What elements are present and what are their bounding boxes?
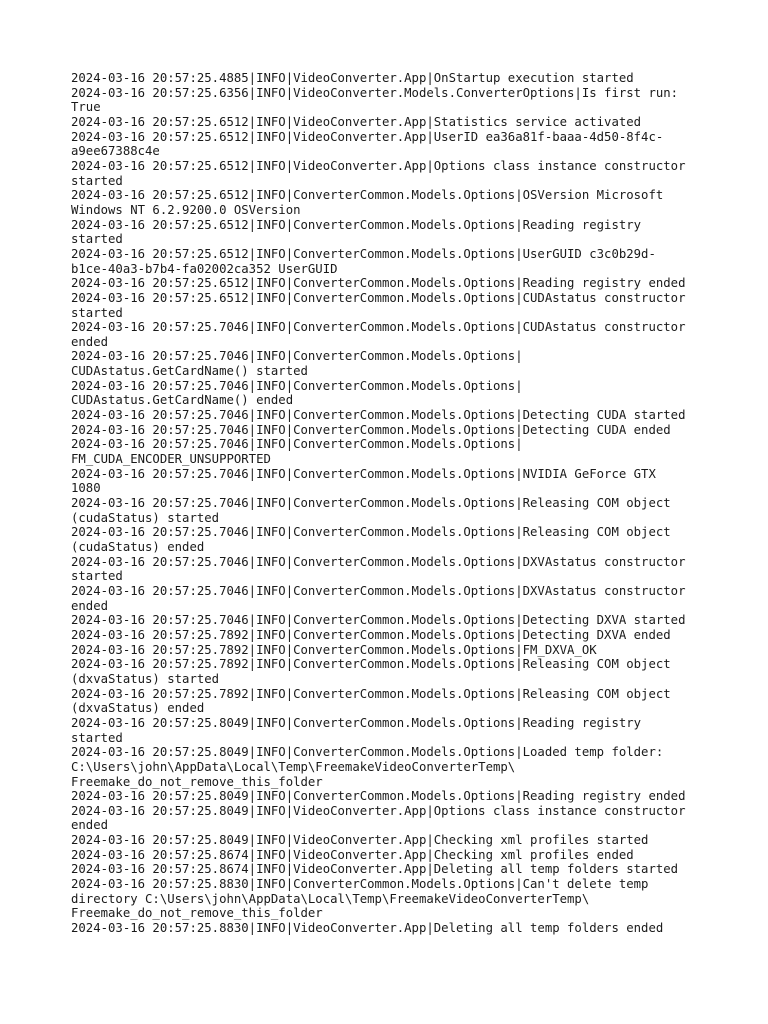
log-line: 2024-03-16 20:57:25.7892|INFO|ConverterCommon.Models.Options|Detecting DXVA ended <box>71 627 671 642</box>
log-line: (dxvaStatus) started <box>71 671 220 686</box>
log-line: Windows NT 6.2.9200.0 OSVersion <box>71 202 301 217</box>
log-line: a9ee67388c4e <box>71 144 160 159</box>
log-line: 2024-03-16 20:57:25.7046|INFO|ConverterCommon.Models.Options|DXVAstatus constructor <box>71 554 686 569</box>
log-line: 2024-03-16 20:57:25.8049|INFO|ConverterCommon.Models.Options|Reading registry ended <box>71 789 686 804</box>
log-line: directory C:\Users\john\AppData\Local\Temp\FreemakeVideoConverterTemp\ <box>71 891 590 906</box>
log-line: Freemake_do_not_remove_this_folder <box>71 774 323 789</box>
log-line: started <box>71 730 123 745</box>
log-line: FM_CUDA_ENCODER_UNSUPPORTED <box>71 452 271 467</box>
log-line: started <box>71 232 123 247</box>
log-line: started <box>71 173 123 188</box>
log-line: ended <box>71 598 109 613</box>
log-line: 2024-03-16 20:57:25.7892|INFO|ConverterCommon.Models.Options|Releasing COM object <box>71 686 671 701</box>
log-line: 2024-03-16 20:57:25.7046|INFO|ConverterCommon.Models.Options|Detecting DXVA started <box>71 613 686 628</box>
log-line: 2024-03-16 20:57:25.6512|INFO|ConverterCommon.Models.Options|CUDAstatus constructor <box>71 290 686 305</box>
log-line: (dxvaStatus) ended <box>71 701 205 716</box>
log-line: 2024-03-16 20:57:25.7046|INFO|ConverterCommon.Models.Options| <box>71 378 523 393</box>
log-line: (cudaStatus) ended <box>71 540 205 554</box>
log-line: b1ce-40a3-b7b4-fa02002ca352 UserGUID <box>71 261 338 276</box>
log-line: 2024-03-16 20:57:25.7046|INFO|ConverterCommon.Models.Options|DXVAstatus constructor <box>71 583 686 598</box>
log-line: 2024-03-16 20:57:25.6512|INFO|VideoConverter.App|Options class instance constructor <box>71 158 686 173</box>
log-line: 2024-03-16 20:57:25.4885|INFO|VideoConverter.App|OnStartup execution started <box>71 71 634 85</box>
log-line: 2024-03-16 20:57:25.7046|INFO|ConverterCommon.Models.Options|Detecting CUDA started <box>71 408 686 423</box>
log-line: 2024-03-16 20:57:25.6512|INFO|ConverterCommon.Models.Options|UserGUID c3c0b29d- <box>71 246 656 261</box>
log-line: True <box>71 100 101 115</box>
log-line: 2024-03-16 20:57:25.7046|INFO|ConverterCommon.Models.Options|NVIDIA GeForce GTX <box>71 466 656 481</box>
log-line: 2024-03-16 20:57:25.7046|INFO|ConverterCommon.Models.Options| <box>71 349 523 364</box>
log-line: 2024-03-16 20:57:25.8830|INFO|VideoConverter.App|Deleting all temp folders ended <box>71 921 664 936</box>
log-line: 1080 <box>71 481 101 496</box>
log-text-body <box>71 71 711 936</box>
log-line: 2024-03-16 20:57:25.7046|INFO|ConverterCommon.Models.Options|Detecting CUDA ended <box>71 422 671 437</box>
log-line: 2024-03-16 20:57:25.7892|INFO|ConverterCommon.Models.Options|FM_DXVA_OK <box>71 642 597 657</box>
log-line: 2024-03-16 20:57:25.6512|INFO|ConverterCommon.Models.Options|OSVersion Microsoft <box>71 188 664 203</box>
log-line: 2024-03-16 20:57:25.8049|INFO|ConverterCommon.Models.Options|Reading registry <box>71 715 642 730</box>
log-line: 2024-03-16 20:57:25.7892|INFO|ConverterCommon.Models.Options|Releasing COM object <box>71 657 671 672</box>
log-line: 2024-03-16 20:57:25.8049|INFO|VideoConverter.App|Checking xml profiles started <box>71 833 649 848</box>
log-line: CUDAstatus.GetCardName() ended <box>71 393 294 408</box>
log-line: started <box>71 569 123 584</box>
log-line: Freemake_do_not_remove_this_folder <box>71 906 323 921</box>
log-line: 2024-03-16 20:57:25.8674|INFO|VideoConverter.App|Deleting all temp folders started <box>71 862 679 877</box>
log-line: 2024-03-16 20:57:25.8049|INFO|VideoConverter.App|Options class instance constructor <box>71 803 686 818</box>
log-line: 2024-03-16 20:57:25.7046|INFO|ConverterCommon.Models.Options|Releasing COM object <box>71 525 671 540</box>
log-line: 2024-03-16 20:57:25.7046|INFO|ConverterCommon.Models.Options|Releasing COM object <box>71 496 671 511</box>
log-line: 2024-03-16 20:57:25.8830|INFO|ConverterCommon.Models.Options|Can't delete temp <box>71 877 649 892</box>
log-line: 2024-03-16 20:57:25.6512|INFO|VideoConverter.App|Statistics service activated <box>71 114 642 129</box>
log-line: 2024-03-16 20:57:25.6512|INFO|ConverterCommon.Models.Options|Reading registry ended <box>71 276 686 291</box>
log-line: 2024-03-16 20:57:25.6512|INFO|ConverterCommon.Models.Options|Reading registry <box>71 217 642 232</box>
log-line: 2024-03-16 20:57:25.7046|INFO|ConverterCommon.Models.Options| <box>71 437 523 452</box>
log-line: 2024-03-16 20:57:25.7046|INFO|ConverterCommon.Models.Options|CUDAstatus constructor <box>71 320 686 335</box>
log-line: (cudaStatus) started <box>71 510 220 525</box>
log-line: 2024-03-16 20:57:25.6512|INFO|VideoConverter.App|UserID ea36a81f-baaa-4d50-8f4c- <box>71 129 664 144</box>
log-line: 2024-03-16 20:57:25.8674|INFO|VideoConverter.App|Checking xml profiles ended <box>71 847 634 862</box>
log-line: CUDAstatus.GetCardName() started <box>71 364 308 379</box>
log-line: ended <box>71 334 109 349</box>
log-line: started <box>71 305 123 320</box>
log-line: C:\Users\john\AppData\Local\Temp\FreemakeVideoConverterTemp\ <box>71 759 516 774</box>
log-line: ended <box>71 818 109 833</box>
log-line: 2024-03-16 20:57:25.8049|INFO|ConverterCommon.Models.Options|Loaded temp folder: <box>71 745 664 760</box>
log-line: 2024-03-16 20:57:25.6356|INFO|VideoConverter.Models.ConverterOptions|Is first run: <box>71 85 679 100</box>
